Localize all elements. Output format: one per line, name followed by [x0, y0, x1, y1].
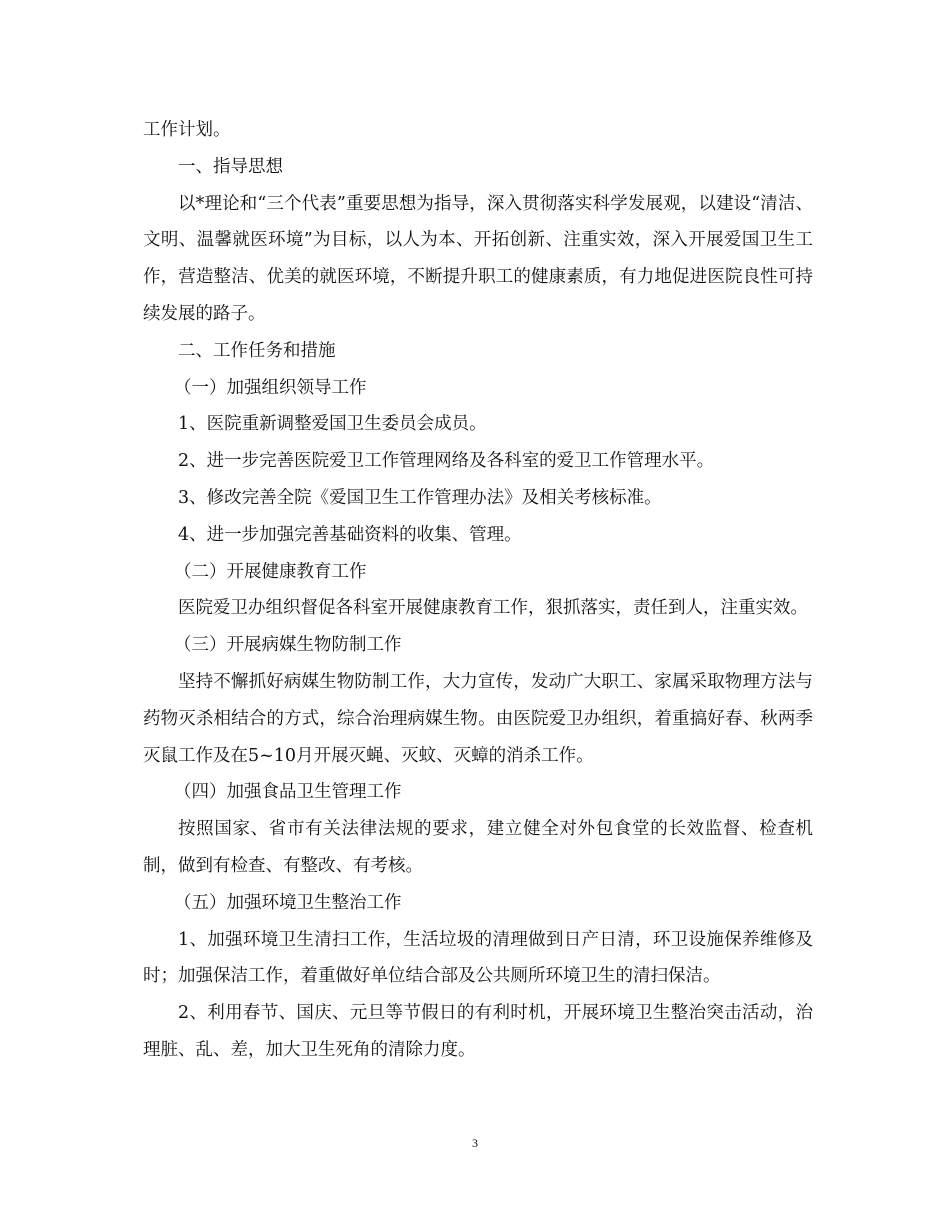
list-item-2: 2、进一步完善医院爱卫工作管理网络及各科室的爱卫工作管理水平。	[178, 451, 715, 472]
subheading-health-education: （二）开展健康教育工作	[174, 561, 367, 582]
paragraph-health-education: 医院爱卫办组织督促各科室开展健康教育工作，狠抓落实，责任到人，注重实效。	[178, 598, 808, 619]
paragraph-continuation: 工作计划。	[143, 120, 231, 140]
list-item-4: 4、进一步加强完善基础资料的收集、管理。	[178, 524, 522, 545]
document-body	[143, 112, 813, 1069]
list-item-3: 3、修改完善全院《爱国卫生工作管理办法》及相关考核标准。	[178, 487, 662, 508]
subheading-food-hygiene: （四）加强食品卫生管理工作	[174, 782, 402, 803]
paragraph-environmental-1: 1、加强环境卫生清扫工作，生活垃圾的清理做到日产日清，环卫设施保养维修及时；加强保洁工作，着重做好单位结合部及公共厕所环境卫生的清扫保洁。	[143, 929, 813, 987]
subheading-vector-control: （三）开展病媒生物防制工作	[174, 635, 402, 656]
paragraph-guiding-ideology: 以*理论和“三个代表”重要思想为指导，深入贯彻落实科学发展观，以建设“清洁、文明、温馨就医环境”为目标，以人为本、开拓创新、注重实效，深入开展爱国卫生工作，营造整洁、优美的就医环境，不断提升职工的健康素质，有力地促进医院良性可持续发展的路子。	[143, 193, 813, 324]
section-heading-guiding-ideology: 一、指导思想	[178, 156, 283, 177]
section-heading-tasks-measures: 二、工作任务和措施	[178, 340, 336, 361]
paragraph-food-hygiene: 按照国家、省市有关法律法规的要求，建立健全对外包食堂的长效监督、检查机制，做到有检查、有整改、有考核。	[143, 819, 813, 876]
list-item-1: 1、医院重新调整爱国卫生委员会成员。	[178, 414, 487, 435]
paragraph-environmental-2: 2、利用春节、国庆、元旦等节假日的有利时机，开展环境卫生整治突击活动，治理脏、乱、差，加大卫生死角的清除力度。	[143, 1003, 813, 1060]
paragraph-vector-control: 坚持不懈抓好病媒生物防制工作，大力宣传，发动广大职工、家属采取物理方法与药物灭杀相结合的方式，综合治理病媒生物。由医院爱卫办组织，着重搞好春、秋两季灭鼠工作及在5~10月开展灭蝇、灭蚊、灭蟑的消杀工作。	[143, 671, 813, 766]
page-number: 3	[472, 1136, 478, 1150]
subheading-environmental-hygiene: （五）加强环境卫生整治工作	[174, 892, 402, 913]
subheading-organization-leadership: （一）加强组织领导工作	[174, 377, 367, 398]
